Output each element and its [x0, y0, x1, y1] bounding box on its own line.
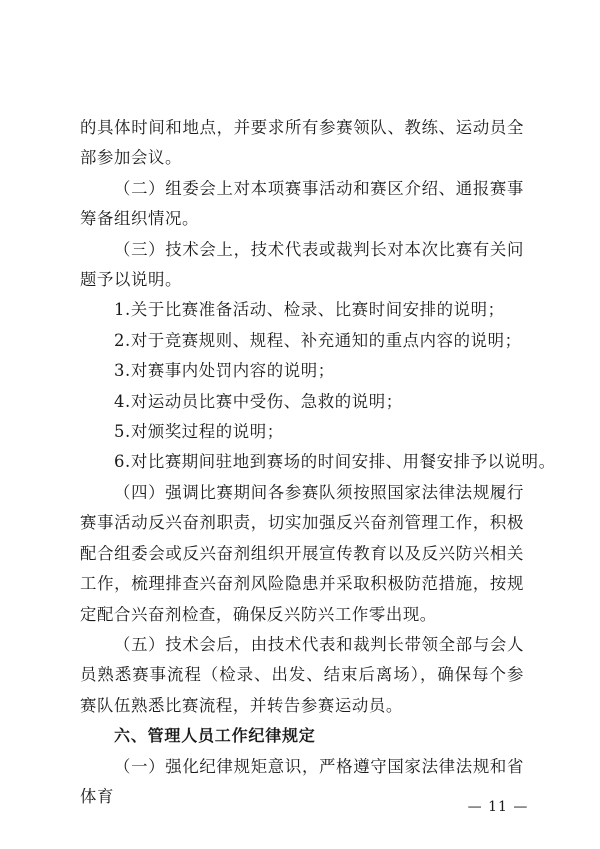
paragraph-after-technical-meeting: （五）技术会后，由技术代表和裁判长带领全部与会人员熟悉赛事流程（检录、出发、结束后离场），确保每个参赛队伍熟悉比赛流程，并转告参赛运动员。	[80, 634, 524, 715]
list-item-4: 4.对运动员比赛中受伤、急救的说明；	[114, 391, 403, 411]
list-item-5: 5.对颁奖过程的说明；	[114, 422, 284, 442]
page-number: — 11 —	[467, 799, 529, 815]
list-item-6: 6.对比赛期间驻地到赛场的时间安排、用餐安排予以说明。	[114, 452, 556, 472]
paragraph-anti-doping: （四）强调比赛期间各参赛队须按照国家法律法规履行赛事活动反兴奋剂职责，切实加强反兴奋剂管理工作，积极配合组委会或反兴奋剂组织开展宣传教育以及反兴防兴相关工作，梳理排查兴奋剂风险隐患并采取积极防范措施，按规定配合兴奋剂检查，确保反兴防兴工作零出现。	[80, 482, 524, 624]
document-body	[80, 113, 556, 812]
section-heading: 六、管理人员工作纪律规定	[114, 726, 316, 746]
paragraph-meeting-attendance: 的具体时间和地点，并要求所有参赛领队、教练、运动员全部参加会议。	[80, 118, 524, 168]
list-item-1: 1.关于比赛准备活动、检录、比赛时间安排的说明；	[114, 300, 505, 320]
list-item-3: 3.对赛事内处罚内容的说明；	[114, 361, 335, 381]
list-item-2: 2.对于竞赛规则、规程、补充通知的重点内容的说明；	[114, 330, 522, 350]
paragraph-discipline: （一）强化纪律规矩意识，严格遵守国家法律法规和省体育	[80, 756, 524, 806]
paragraph-technical-meeting: （三）技术会上，技术代表或裁判长对本次比赛有关问题予以说明。	[80, 239, 524, 290]
paragraph-organizing-committee: （二）组委会上对本项赛事活动和赛区介绍、通报赛事筹备组织情况。	[80, 178, 524, 229]
